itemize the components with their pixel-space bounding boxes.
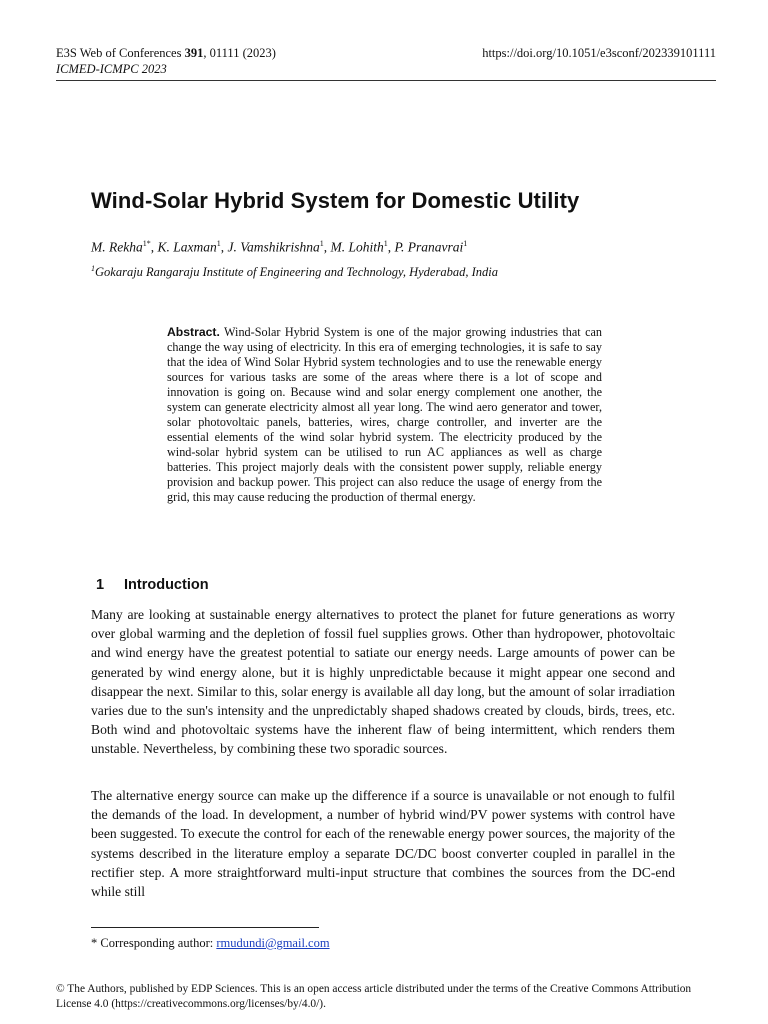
author-sup: 1: [463, 239, 468, 248]
author-sup: 1: [319, 239, 324, 248]
author-sep: ,: [220, 239, 228, 255]
author-name: K. Laxman: [157, 239, 217, 255]
conference-name: ICMED-ICMPC 2023: [56, 62, 167, 76]
affiliation-sup: 1: [91, 264, 95, 273]
author-sup: 1: [216, 239, 221, 248]
body-paragraph: Many are looking at sustainable energy alternatives to protect the planet for future generations as worry over global warming and the depletion of fossil fuel supplies grows. Other than hydropower, photovoltaic and wind energy have the greatest potential to satiate our energy needs. Large amounts of power can be generated by wind energy alone, but it is highly unpredictable because it might appear one second and disappear the next. Similar to this, solar energy is available all day long, but the amount of solar irradiation varies due to the sun's intensity and the unpredictably shaped shadows created by clouds, birds, trees, etc. Both wind and photovoltaic systems have the inherent flaw of being intermittent, which renders them unstable. Nevertheless, by combining these two sporadic sources.: [91, 607, 675, 757]
author-name: P. Pranavrai: [394, 239, 464, 255]
author-list: [91, 239, 467, 256]
affiliation: [91, 264, 498, 280]
email-link[interactable]: rmudundi@gmail.com: [216, 936, 330, 950]
author-sep: ,: [387, 239, 395, 255]
author-sep: ,: [150, 239, 158, 255]
abstract: [167, 325, 602, 505]
author-sup: 1: [383, 239, 388, 248]
footnote-rule: [91, 927, 319, 928]
journal-suffix: , 01111 (2023): [203, 46, 276, 60]
author-name: M. Rekha: [91, 239, 143, 255]
author-name: M. Lohith: [330, 239, 384, 255]
footnote-label: * Corresponding author:: [91, 936, 217, 950]
body-paragraph: The alternative energy source can make up the difference if a source is unavailable or not enough to fulfil the demands of the load. In development, a number of hybrid wind/PV power systems with control have been suggested. To execute the control for each of the renewable energy power sources, the majority of the systems described in the literature employ a separate DC/DC boost converter coupled in parallel in the rectifier step. A more straightforward multi-input structure that combines the sources from the DC-end while still: [91, 788, 675, 900]
journal-volume: 391: [184, 46, 204, 60]
author-sup: 1*: [142, 239, 151, 248]
paper-title: Wind-Solar Hybrid System for Domestic Utility: [91, 188, 580, 213]
abstract-label: Abstract.: [167, 325, 220, 339]
author-name: J. Vamshikrishna: [227, 239, 320, 255]
doi-link[interactable]: https://doi.org/10.1051/e3sconf/202339101111: [482, 46, 716, 60]
header-rule: [56, 80, 716, 81]
affiliation-text: Gokaraju Rangaraju Institute of Engineering and Technology, Hyderabad, India: [95, 265, 498, 280]
abstract-text: Wind-Solar Hybrid System is one of the major growing industries that can change the way using of electricity. In this era of emerging technologies, it is safe to say that the idea of Wind Solar Hybrid system technologies and to use the renewable energy sources for various tasks are some of the areas where there is a lot of scope and innovation is going on. Because wind and solar energy complement one another, the system can generate electricity almost all year long. The wind aero generator and tower, solar photovoltaic panels, batteries, wires, charge controller, and inverter are the essential elements of the wind solar hybrid system. The electricity produced by the wind-solar hybrid system can be utilised to run AC appliances as well as charge batteries. This project majorly deals with the consistent power supply, reliable energy provision and backup power. This project can also reduce the usage of energy from the grid, this may cause reducing the production of thermal energy.: [167, 325, 603, 504]
section-number: 1: [96, 577, 105, 593]
license-footer: © The Authors, published by EDP Sciences. This is an open access article distributed under the terms of the Creative Commons Attribution License 4.0 (https://creativecommons.org/licenses/by/4.0/).: [56, 983, 692, 1010]
journal-citation: [56, 45, 276, 61]
section-heading: [96, 577, 209, 593]
footnote: [91, 936, 330, 951]
section-title: Introduction: [124, 577, 209, 593]
journal-prefix: E3S Web of Conferences: [56, 46, 185, 60]
author-sep: ,: [323, 239, 331, 255]
